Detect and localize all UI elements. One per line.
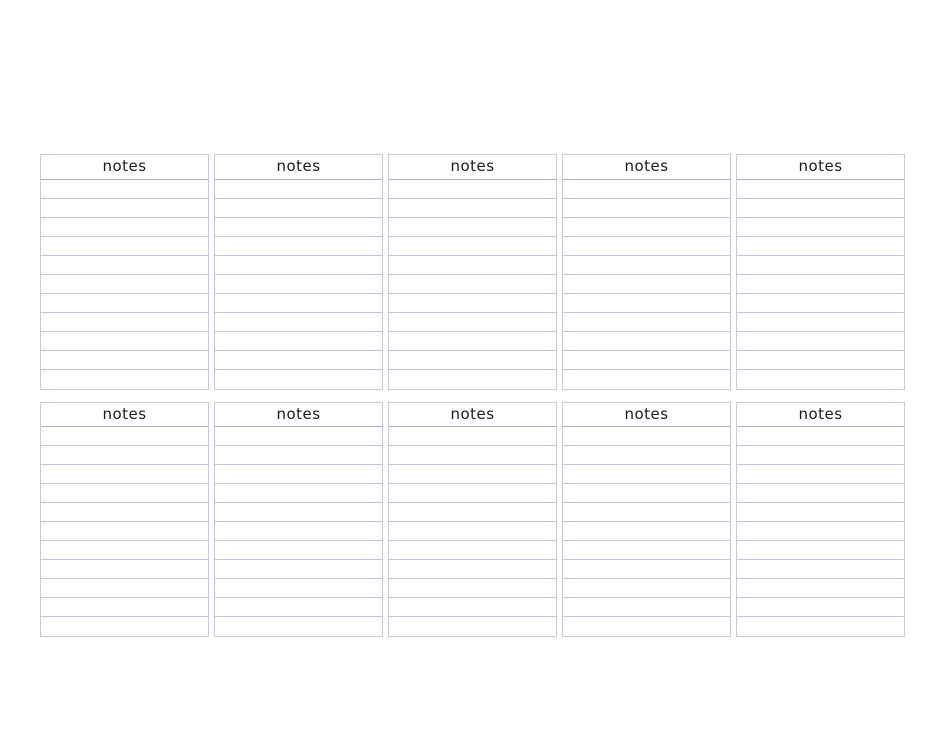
note-line[interactable] <box>215 446 382 465</box>
note-line[interactable] <box>737 427 904 446</box>
note-line[interactable] <box>737 465 904 484</box>
note-line[interactable] <box>563 541 730 560</box>
note-line[interactable] <box>563 617 730 636</box>
note-card[interactable] <box>388 154 557 390</box>
note-card-title: notes <box>41 155 208 180</box>
note-line[interactable] <box>41 503 208 522</box>
note-card-title: notes <box>737 403 904 428</box>
note-line[interactable] <box>737 522 904 541</box>
note-line[interactable] <box>563 579 730 598</box>
note-line[interactable] <box>563 503 730 522</box>
note-line[interactable] <box>737 256 904 275</box>
note-line[interactable] <box>215 256 382 275</box>
note-card[interactable] <box>40 154 209 390</box>
note-line[interactable] <box>41 598 208 617</box>
note-line[interactable] <box>41 484 208 503</box>
note-line[interactable] <box>563 351 730 370</box>
note-line[interactable] <box>737 275 904 294</box>
note-card-title: notes <box>389 403 556 428</box>
note-line[interactable] <box>215 598 382 617</box>
note-card-title: notes <box>215 155 382 180</box>
note-line[interactable] <box>41 446 208 465</box>
note-line[interactable] <box>389 446 556 465</box>
note-line[interactable] <box>737 579 904 598</box>
note-line[interactable] <box>737 237 904 256</box>
note-card-lines <box>563 180 730 389</box>
note-line[interactable] <box>563 275 730 294</box>
note-line[interactable] <box>389 256 556 275</box>
note-card[interactable] <box>562 402 731 638</box>
note-card-lines <box>41 180 208 389</box>
note-card-lines <box>389 427 556 636</box>
note-card-lines <box>215 427 382 636</box>
note-line[interactable] <box>215 199 382 218</box>
note-line[interactable] <box>389 218 556 237</box>
note-card-title: notes <box>389 155 556 180</box>
note-line[interactable] <box>737 351 904 370</box>
note-line[interactable] <box>737 332 904 351</box>
note-line[interactable] <box>41 522 208 541</box>
note-card-title: notes <box>563 403 730 428</box>
note-line[interactable] <box>737 180 904 199</box>
note-card-title: notes <box>41 403 208 428</box>
note-card-lines <box>737 180 904 389</box>
note-line[interactable] <box>215 465 382 484</box>
note-line[interactable] <box>737 370 904 389</box>
note-line[interactable] <box>737 294 904 313</box>
note-line[interactable] <box>563 427 730 446</box>
note-line[interactable] <box>41 199 208 218</box>
note-line[interactable] <box>41 218 208 237</box>
note-line[interactable] <box>41 275 208 294</box>
note-card-title: notes <box>737 155 904 180</box>
notes-row <box>40 154 906 390</box>
note-line[interactable] <box>563 180 730 199</box>
note-line[interactable] <box>737 313 904 332</box>
note-line[interactable] <box>389 560 556 579</box>
note-card[interactable] <box>40 402 209 638</box>
note-line[interactable] <box>389 180 556 199</box>
note-line[interactable] <box>215 579 382 598</box>
note-card-lines <box>215 180 382 389</box>
note-line[interactable] <box>563 522 730 541</box>
note-card[interactable] <box>214 402 383 638</box>
note-line[interactable] <box>389 541 556 560</box>
note-line[interactable] <box>563 313 730 332</box>
note-line[interactable] <box>563 237 730 256</box>
note-line[interactable] <box>563 294 730 313</box>
note-line[interactable] <box>41 332 208 351</box>
note-line[interactable] <box>737 560 904 579</box>
notes-grid <box>40 154 906 637</box>
note-line[interactable] <box>41 294 208 313</box>
note-line[interactable] <box>215 218 382 237</box>
note-line[interactable] <box>389 237 556 256</box>
note-line[interactable] <box>737 484 904 503</box>
note-line[interactable] <box>389 294 556 313</box>
note-line[interactable] <box>389 199 556 218</box>
note-line[interactable] <box>41 617 208 636</box>
note-line[interactable] <box>563 446 730 465</box>
note-line[interactable] <box>737 199 904 218</box>
note-line[interactable] <box>215 560 382 579</box>
note-line[interactable] <box>215 180 382 199</box>
note-line[interactable] <box>389 522 556 541</box>
note-card[interactable] <box>736 402 905 638</box>
note-line[interactable] <box>389 370 556 389</box>
note-line[interactable] <box>41 256 208 275</box>
note-line[interactable] <box>737 503 904 522</box>
note-line[interactable] <box>389 598 556 617</box>
note-line[interactable] <box>215 351 382 370</box>
note-card-title: notes <box>215 403 382 428</box>
note-line[interactable] <box>215 370 382 389</box>
note-line[interactable] <box>41 427 208 446</box>
notes-row <box>40 402 906 638</box>
note-line[interactable] <box>41 560 208 579</box>
note-line[interactable] <box>389 484 556 503</box>
note-line[interactable] <box>215 541 382 560</box>
note-line[interactable] <box>41 370 208 389</box>
note-line[interactable] <box>41 180 208 199</box>
note-line[interactable] <box>389 579 556 598</box>
note-line[interactable] <box>215 522 382 541</box>
note-line[interactable] <box>563 465 730 484</box>
note-line[interactable] <box>389 427 556 446</box>
note-line[interactable] <box>563 370 730 389</box>
note-line[interactable] <box>563 256 730 275</box>
note-line[interactable] <box>563 598 730 617</box>
note-card-title: notes <box>563 155 730 180</box>
note-line[interactable] <box>215 617 382 636</box>
note-line[interactable] <box>215 237 382 256</box>
note-line[interactable] <box>563 332 730 351</box>
note-line[interactable] <box>563 218 730 237</box>
note-line[interactable] <box>737 541 904 560</box>
note-card-lines <box>41 427 208 636</box>
note-line[interactable] <box>737 218 904 237</box>
note-card[interactable] <box>214 154 383 390</box>
note-line[interactable] <box>389 275 556 294</box>
note-line[interactable] <box>737 598 904 617</box>
note-line[interactable] <box>41 313 208 332</box>
note-card-lines <box>563 427 730 636</box>
note-line[interactable] <box>41 237 208 256</box>
note-line[interactable] <box>215 332 382 351</box>
note-line[interactable] <box>389 503 556 522</box>
note-card-lines <box>737 427 904 636</box>
note-line[interactable] <box>389 332 556 351</box>
note-line[interactable] <box>389 313 556 332</box>
note-line[interactable] <box>389 617 556 636</box>
note-card[interactable] <box>736 154 905 390</box>
note-line[interactable] <box>389 465 556 484</box>
note-line[interactable] <box>215 294 382 313</box>
note-card[interactable] <box>388 402 557 638</box>
note-line[interactable] <box>215 484 382 503</box>
note-line[interactable] <box>41 541 208 560</box>
note-line[interactable] <box>563 199 730 218</box>
note-line[interactable] <box>215 313 382 332</box>
note-line[interactable] <box>389 351 556 370</box>
note-line[interactable] <box>41 351 208 370</box>
note-line[interactable] <box>41 579 208 598</box>
note-card-lines <box>389 180 556 389</box>
note-line[interactable] <box>215 427 382 446</box>
note-line[interactable] <box>563 484 730 503</box>
note-line[interactable] <box>737 446 904 465</box>
note-line[interactable] <box>41 465 208 484</box>
note-card[interactable] <box>562 154 731 390</box>
note-line[interactable] <box>215 503 382 522</box>
note-line[interactable] <box>737 617 904 636</box>
note-line[interactable] <box>563 560 730 579</box>
note-line[interactable] <box>215 275 382 294</box>
